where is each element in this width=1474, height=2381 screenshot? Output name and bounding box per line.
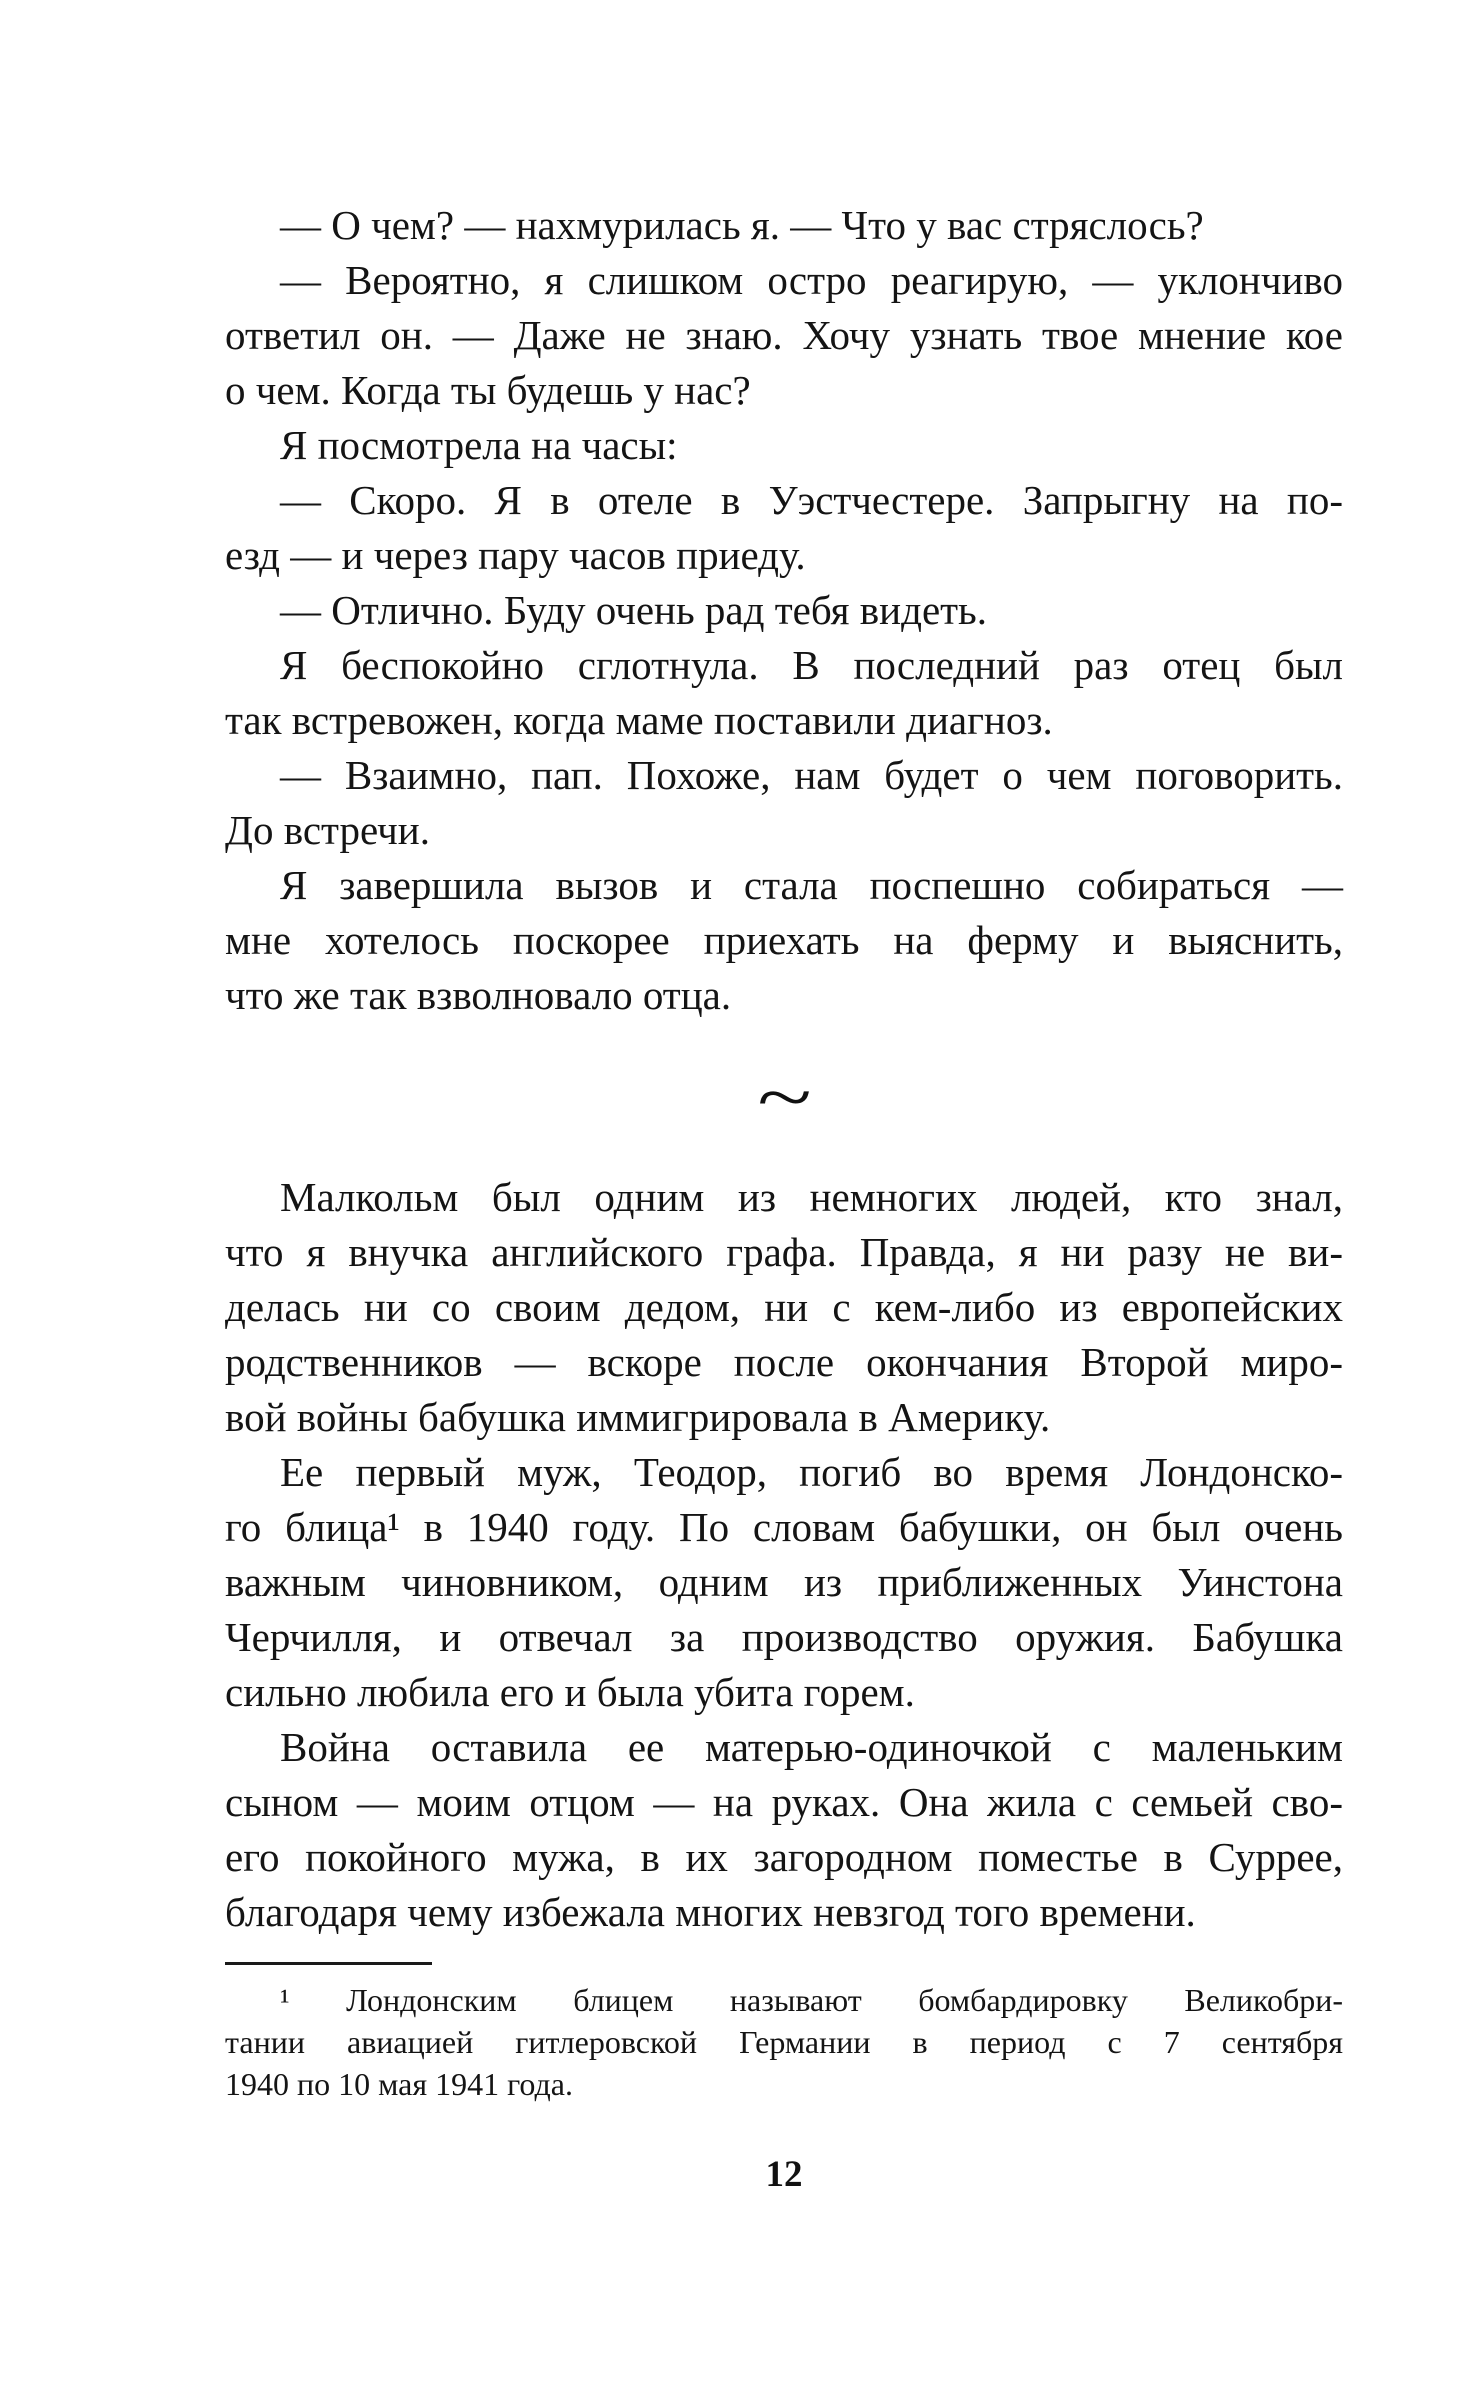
text-line: так встревожен, когда маме поставили диагноз. bbox=[225, 697, 1053, 743]
text-line: сыном — моим отцом — на руках. Она жила с семьей сво- bbox=[225, 1779, 1343, 1825]
paragraph bbox=[225, 198, 1343, 253]
text-line: его покойного мужа, в их загородном поместье в Суррее, bbox=[225, 1834, 1343, 1880]
paragraph bbox=[225, 253, 1343, 418]
text-line: Я посмотрела на часы: bbox=[280, 422, 678, 468]
text-line: ответил он. — Даже не знаю. Хочу узнать твое мнение кое bbox=[225, 312, 1343, 358]
text-line: Война оставила ее матерью-одиночкой с маленьким bbox=[280, 1724, 1343, 1770]
paragraph bbox=[225, 1170, 1343, 1445]
text-line: важным чиновником, одним из приближенных Уинстона bbox=[225, 1559, 1343, 1605]
text-line: делась ни со своим дедом, ни с кем-либо из европейских bbox=[225, 1284, 1343, 1330]
footnote-rule bbox=[225, 1962, 432, 1965]
text-line: Я беспокойно сглотнула. В последний раз отец был bbox=[280, 642, 1343, 688]
paragraph bbox=[225, 418, 1343, 473]
text-line: благодаря чему избежала многих невзгод того времени. bbox=[225, 1889, 1196, 1935]
page-number: 12 bbox=[765, 2154, 803, 2195]
text-line: — Взаимно, пап. Похоже, нам будет о чем поговорить. bbox=[280, 752, 1343, 798]
text-line: о чем. Когда ты будешь у нас? bbox=[225, 367, 751, 413]
text-line: Черчилля, и отвечал за производство оружия. Бабушка bbox=[225, 1614, 1343, 1660]
text-line: Малкольм был одним из немногих людей, кто знал, bbox=[280, 1174, 1343, 1220]
text-line: что я внучка английского графа. Правда, я ни разу не ви- bbox=[225, 1229, 1343, 1275]
paragraph bbox=[225, 748, 1343, 858]
section-divider bbox=[225, 1023, 1343, 1170]
footnote-line: ¹ Лондонским блицем называют бомбардировку Великобри- bbox=[280, 1982, 1343, 2018]
body-text bbox=[225, 198, 1343, 1940]
text-column bbox=[225, 198, 1343, 2196]
text-line: мне хотелось поскорее приехать на ферму и выяснить, bbox=[225, 917, 1343, 963]
text-line: вой войны бабушка иммигрировала в Америку. bbox=[225, 1394, 1051, 1440]
footnote-line: тании авиацией гитлеровской Германии в период с 7 сентября bbox=[225, 2024, 1343, 2060]
text-line: — Отлично. Буду очень рад тебя видеть. bbox=[280, 587, 988, 633]
footnote-line: 1940 по 10 мая 1941 года. bbox=[225, 2066, 573, 2102]
text-line: езд — и через пару часов приеду. bbox=[225, 532, 806, 578]
text-line: родственников — вскоре после окончания Второй миро- bbox=[225, 1339, 1343, 1385]
footnote-text bbox=[225, 1979, 1343, 2105]
paragraph bbox=[225, 1445, 1343, 1720]
paragraph bbox=[225, 638, 1343, 748]
text-line: сильно любила его и была убита горем. bbox=[225, 1669, 915, 1715]
paragraph bbox=[225, 1720, 1343, 1940]
footnote bbox=[225, 1962, 1343, 2105]
text-line: — Вероятно, я слишком остро реагирую, — уклончиво bbox=[280, 257, 1343, 303]
text-line: что же так взволновало отца. bbox=[225, 972, 732, 1018]
text-line: До встречи. bbox=[225, 807, 430, 853]
text-line: — О чем? — нахмурилась я. — Что у вас стряслось? bbox=[280, 202, 1204, 248]
text-line: Ее первый муж, Теодор, погиб во время Лондонско- bbox=[280, 1449, 1343, 1495]
paragraph bbox=[225, 473, 1343, 583]
text-line: Я завершила вызов и стала поспешно собираться — bbox=[280, 862, 1343, 908]
paragraph bbox=[225, 583, 1343, 638]
section-divider-symbol: ~ bbox=[756, 1056, 812, 1137]
paragraph bbox=[225, 858, 1343, 1023]
text-line: — Скоро. Я в отеле в Уэстчестере. Запрыгну на по- bbox=[280, 477, 1343, 523]
text-line: го блица¹ в 1940 году. По словам бабушки, он был очень bbox=[225, 1504, 1343, 1550]
